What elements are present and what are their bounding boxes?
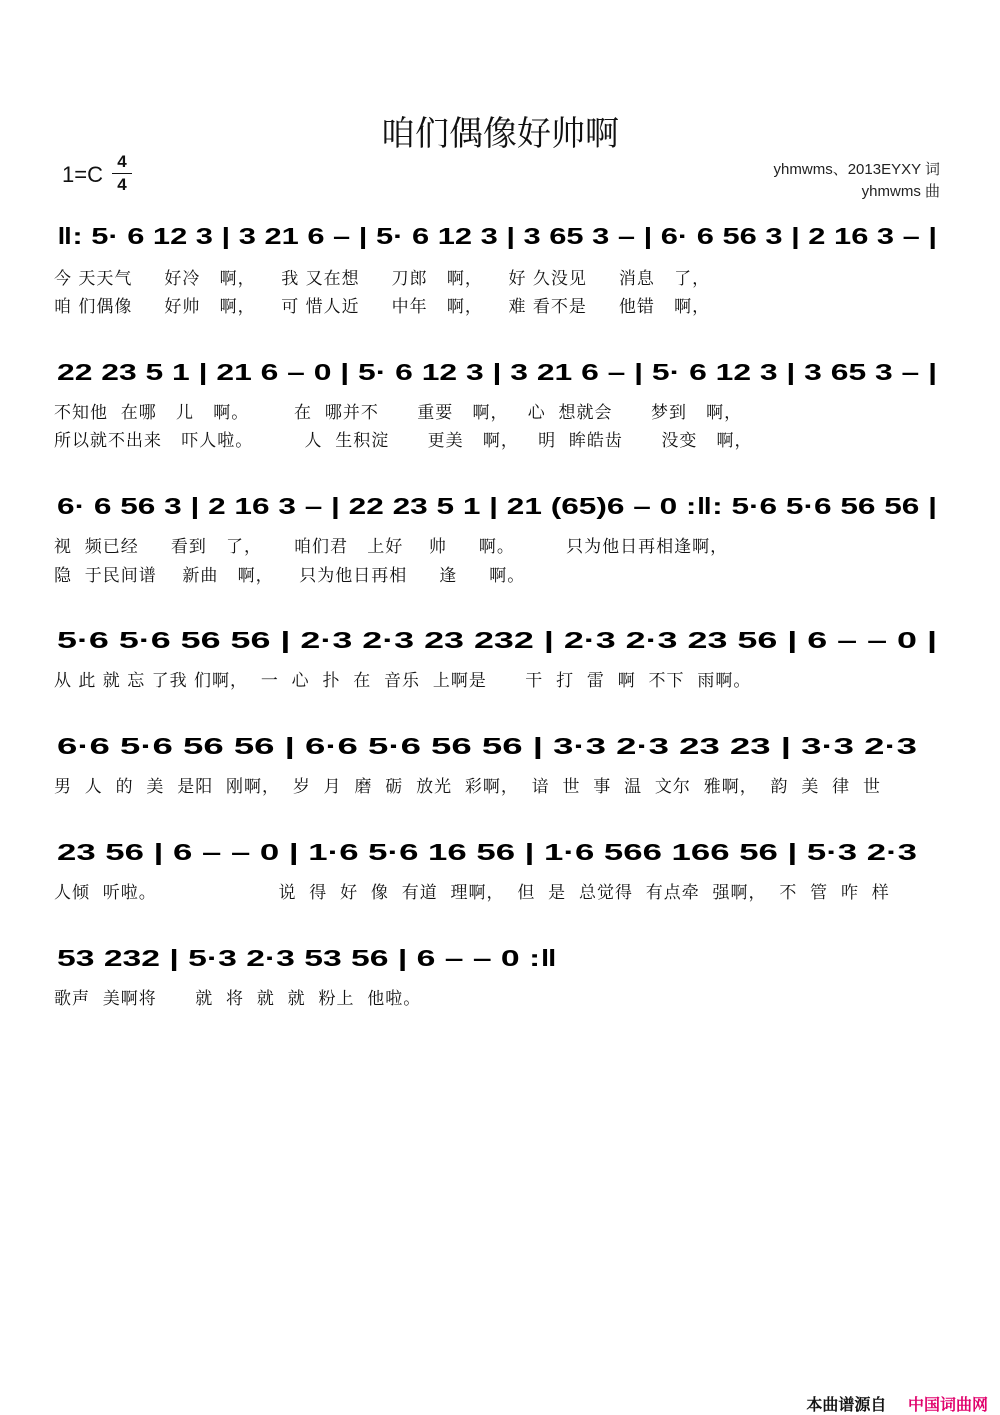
lyrics-verse-2: 隐 于民间谱 新曲 啊， 只为他日再相 逢 啊。 <box>54 566 526 586</box>
key-signature: 1=C <box>62 162 103 187</box>
notation-glyphs: 22 23 5 1 | 21 6 – 0 | 5· 6 12 3 | 3 21 6 – | 5· 6 12 3 | 3 65 3 – | <box>57 359 938 385</box>
notation-system-2 <box>55 352 945 392</box>
notation-system-4 <box>55 620 945 660</box>
notation-system-6 <box>55 832 945 872</box>
system-1-glyphs <box>57 223 937 249</box>
notation-system-7 <box>55 938 945 978</box>
lyrics-verse-1: 视 频已经 看到 了， 咱们君 上好 帅 啊。 只为他日再相逢啊， <box>54 537 729 557</box>
notation-system-3 <box>55 486 945 526</box>
notation-glyphs: ‖: 5· 6 12 3 | 3 21 6 – | 5· 6 12 3 | 3 65 3 – | 6· 6 56 3 | 2 16 3 – | <box>57 223 937 249</box>
notation-glyphs: 6· 6 56 3 | 2 16 3 – | 22 23 5 1 | 21 (65)6 – 0 :‖: 5·6 5·6 56 56 | <box>57 493 937 519</box>
time-signature <box>112 152 132 195</box>
footer-site-link[interactable]: 中国词曲网 <box>907 1395 988 1414</box>
lyrics-line: 男 人 的 美 是阳 刚啊， 岁 月 磨 砺 放光 彩啊， 谙 世 事 温 文尔 雅啊， 韵 美 律 世 <box>54 777 881 797</box>
lyrics-line: 歌声 美啊将 就 将 就 就 粉上 他啦。 <box>54 989 422 1009</box>
lyrics-line: 从 此 就 忘 了我 们啊， 一 心 扑 在 音乐 上啊是 干 打 雷 啊 不下 雨啊。 <box>54 671 752 691</box>
notation-glyphs: 23 56 | 6 – – 0 | 1·6 5·6 16 56 | 1·6 566 166 56 | 5·3 2·3 <box>57 839 917 865</box>
footer-source-label: 本曲谱源自 <box>806 1395 887 1414</box>
lyrics-line: 人倾 听啦。 说 得 好 像 有道 理啊， 但 是 总觉得 有点牵 强啊， 不 管 咋 样 <box>54 883 890 903</box>
composer-credit: yhmwms 曲 <box>861 183 940 200</box>
lyrics-verse-2: 所以就不出来 吓人啦。 人 生积淀 更美 啊， 明 眸皓齿 没变 啊， <box>54 431 753 451</box>
score-title: 咱们偶像好帅啊 <box>381 114 619 154</box>
lyrics-verse-2: 咱 们偶像 好帅 啊， 可 惜人近 中年 啊， 难 看不是 他错 啊， <box>54 297 711 317</box>
notation-glyphs: 5·6 5·6 56 56 | 2·3 2·3 23 232 | 2·3 2·3 23 56 | 6 – – 0 | <box>57 627 937 653</box>
notation-system-1 <box>55 216 945 256</box>
notation-system-5 <box>55 726 945 766</box>
lyrics-verse-1: 今 天天气 好冷 啊， 我 又在想 刀郎 啊， 好 久没见 消息 了， <box>54 269 711 289</box>
notation-glyphs: 53 232 | 5·3 2·3 53 56 | 6 – – 0 :‖ <box>57 945 557 971</box>
lyricist-credit: yhmwms、2013EYXY 词 <box>773 161 940 178</box>
notation-glyphs: 6·6 5·6 56 56 | 6·6 5·6 56 56 | 3·3 2·3 23 23 | 3·3 2·3 <box>57 733 917 759</box>
lyrics-verse-1: 不知他 在哪 儿 啊。 在 哪并不 重要 啊， 心 想就会 梦到 啊， <box>54 403 743 423</box>
time-signature-bottom: 4 <box>117 175 127 194</box>
time-signature-top: 4 <box>117 152 127 171</box>
footer-source <box>806 1392 988 1415</box>
